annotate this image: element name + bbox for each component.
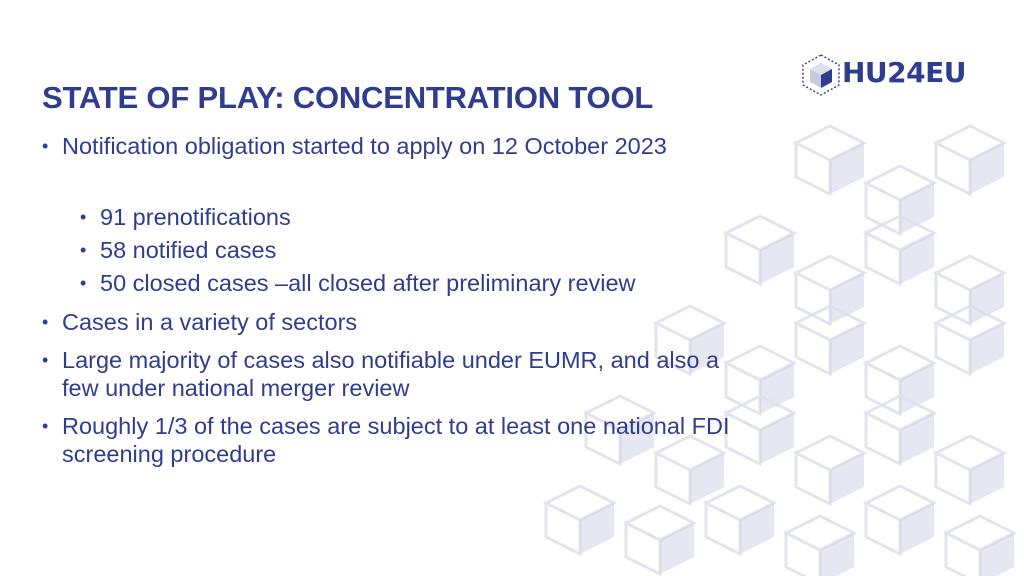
sub-bullet-3 (80, 269, 800, 297)
logo-text: HU24EU (842, 56, 966, 89)
bullet-dot: • (42, 350, 49, 370)
bullet-text: 50 closed cases –all closed after preliminary review (100, 270, 636, 296)
bullet-text: Roughly 1/3 of the cases are subject to at least one national FDI screening procedure (62, 413, 730, 467)
bullet-dot: • (80, 240, 87, 260)
hu24eu-logo (800, 52, 970, 98)
bullet-dot: • (80, 273, 87, 293)
bullet-text: Cases in a variety of sectors (62, 309, 358, 335)
bullet-4 (42, 412, 762, 468)
bullet-text: Large majority of cases also notifiable under EUMR, and also a few under national merger review (62, 347, 720, 401)
bullet-dot: • (80, 207, 87, 227)
cube-stars-logo-icon (800, 52, 842, 98)
bullet-dot: • (42, 136, 49, 156)
sub-bullet-2 (80, 236, 800, 264)
bullet-1 (42, 132, 762, 160)
bullet-dot: • (42, 312, 49, 332)
bullet-text: Notification obligation started to apply on 12 October 2023 (62, 133, 667, 159)
bullet-text: 58 notified cases (100, 237, 277, 263)
bullet-text: 91 prenotifications (100, 204, 291, 230)
sub-bullet-1 (80, 203, 800, 231)
bullet-2 (42, 308, 762, 336)
slide-title: STATE OF PLAY: CONCENTRATION TOOL (42, 80, 654, 115)
bullet-3 (42, 346, 762, 402)
bullet-dot: • (42, 416, 49, 436)
